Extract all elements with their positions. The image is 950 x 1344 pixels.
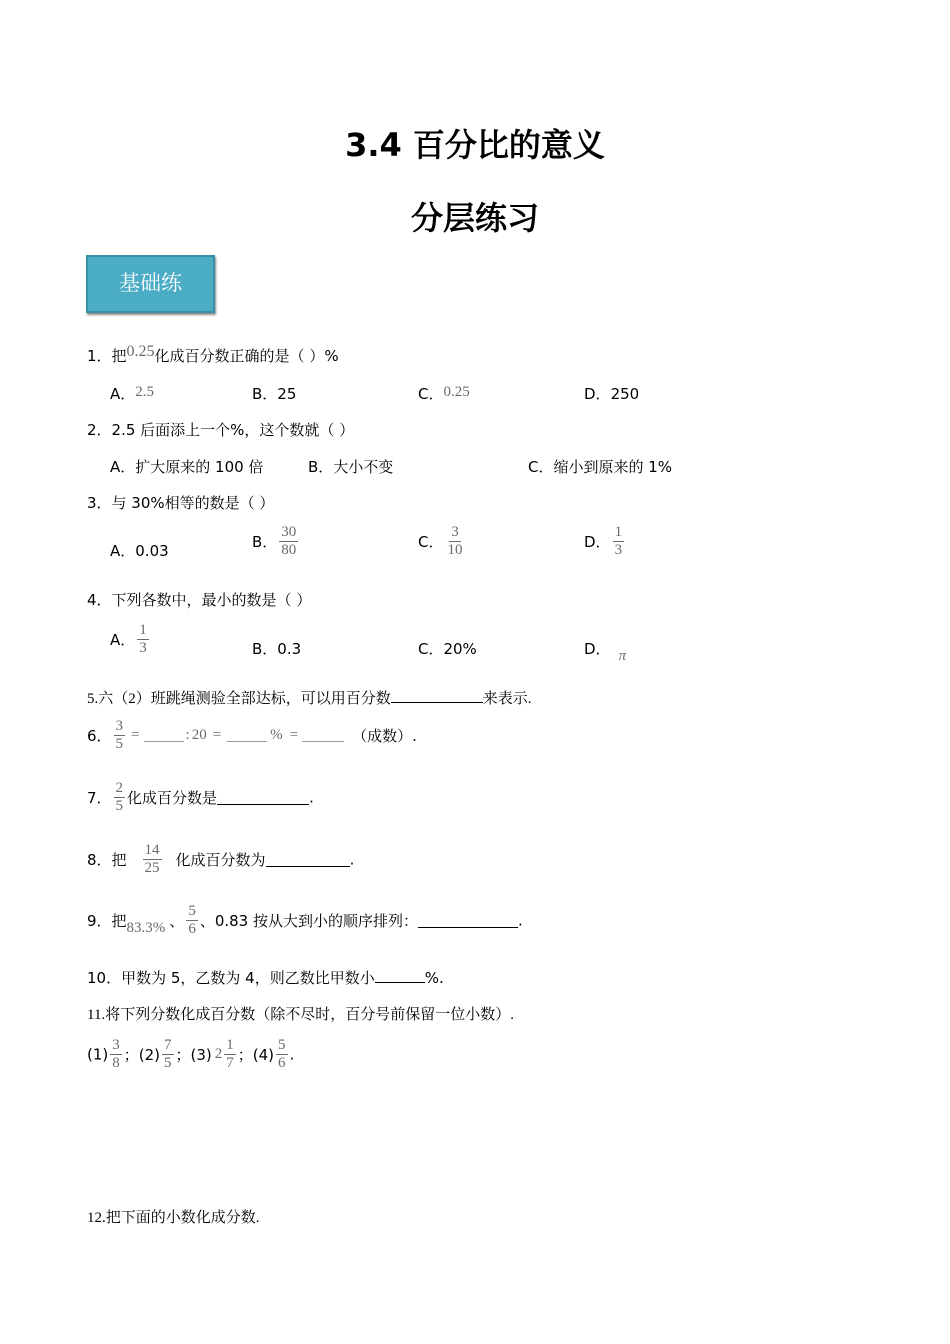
fraction-numerator: 3 [451, 524, 459, 540]
page-subtitle [0, 193, 950, 239]
q1-option-a-value: 2.5 [135, 384, 155, 400]
fraction-numerator: 1 [139, 622, 147, 638]
q9-answer-blank[interactable] [418, 913, 518, 928]
q3-option-c[interactable] [418, 524, 466, 559]
question-10 [87, 967, 444, 988]
q3-option-d[interactable] [584, 524, 626, 559]
q5-answer-blank[interactable] [391, 688, 483, 703]
q6-fraction [114, 718, 126, 753]
q11-item-2-label: ；(2) [123, 1046, 160, 1064]
fraction-numerator: 1 [226, 1037, 234, 1053]
fraction-denominator: 5 [164, 1055, 172, 1071]
q11-items [87, 1037, 294, 1083]
q10-text: 10．甲数为 5，乙数为 4，则乙数比甲数小 [87, 969, 375, 987]
q1-option-c-value: 0.25 [443, 384, 470, 400]
question-11: 11.将下列分数化成百分数（除不尽时，百分号前保留一位小数）. [87, 1007, 514, 1023]
fraction-numerator: 7 [164, 1037, 172, 1053]
q6-blank-2[interactable] [227, 729, 267, 742]
fraction-denominator: 5 [115, 736, 124, 752]
q1-option-b-value: 25 [277, 385, 297, 403]
question-1 [87, 345, 339, 366]
q6-equals-2: = [212, 727, 222, 743]
q4-option-d[interactable] [584, 638, 627, 664]
fraction-denominator: 25 [144, 860, 160, 876]
fraction-denominator: 5 [115, 798, 124, 814]
q11-end: . [289, 1045, 295, 1064]
q9-prefix: 9．把 [87, 912, 127, 930]
q7-fraction [114, 780, 126, 815]
q6-blank-1[interactable] [144, 729, 184, 742]
q4-option-a[interactable] [110, 622, 151, 657]
q7-end: . [309, 788, 314, 807]
q6-equals-1: = [131, 727, 140, 743]
q4-option-a-fraction [137, 622, 149, 657]
q6-prefix: 6． [87, 727, 112, 745]
q11-fraction-4[interactable] [276, 1037, 288, 1072]
q8-end: . [349, 850, 355, 869]
q8-answer-blank[interactable] [266, 852, 350, 867]
q11-item-4-label: ；(4) [237, 1046, 274, 1064]
fraction-numerator: 1 [614, 524, 623, 540]
q2-option-b[interactable]: B．大小不变 [308, 458, 394, 476]
q11-fraction-2[interactable] [162, 1037, 174, 1072]
q4-option-d-label: D． [584, 640, 611, 658]
q11-fraction-3[interactable] [224, 1037, 236, 1072]
q2-options [0, 456, 950, 480]
q1-option-d-label: D． [584, 385, 611, 403]
q11-item-3-label: ；(3) [175, 1046, 212, 1064]
fraction-denominator: 80 [281, 542, 297, 558]
question-7 [87, 780, 314, 824]
question-9 [87, 903, 523, 947]
fraction-numerator: 14 [144, 842, 160, 858]
q4-options [0, 622, 950, 666]
q7-text: 化成百分数是 [127, 789, 218, 807]
q1-option-d[interactable] [584, 383, 639, 404]
fraction-numerator: 30 [281, 524, 297, 540]
q1-option-c[interactable] [418, 383, 470, 404]
fraction-denominator: 8 [112, 1055, 120, 1071]
question-2: 2．2.5 后面添上一个%，这个数就（ ） [87, 421, 355, 439]
page-title [0, 120, 950, 166]
fraction-denominator: 7 [226, 1055, 234, 1071]
q9-fraction [186, 903, 198, 938]
q11-item-1-label: (1) [87, 1045, 109, 1064]
q2-option-c[interactable]: C．缩小到原来的 1% [528, 458, 673, 476]
q5-suffix: 来表示. [482, 691, 532, 707]
q3-option-d-label: D． [584, 533, 611, 551]
fraction-denominator: 3 [614, 542, 623, 558]
q3-option-d-fraction [613, 524, 625, 559]
q1-option-b-label: B． [252, 385, 278, 403]
q3-option-a[interactable]: A．0.03 [110, 542, 169, 560]
fraction-numerator: 5 [278, 1037, 286, 1053]
q4-option-a-label: A． [110, 631, 136, 649]
q6-percent: % [270, 727, 283, 743]
subtitle-text: 分层练习 [410, 199, 539, 237]
fraction-denominator: 3 [139, 640, 147, 656]
q3-option-b-label: B． [252, 533, 278, 551]
q1-option-b[interactable] [252, 383, 296, 404]
q3-option-b-fraction [279, 524, 298, 559]
q6-colon: : [185, 727, 190, 743]
q9-text: 、0.83 按从大到小的顺序排列： [199, 912, 418, 930]
q6-suffix: （成数）. [352, 727, 417, 745]
q3-option-b[interactable] [252, 524, 300, 559]
section-header-box [86, 255, 215, 313]
question-3: 3．与 30%相等的数是（ ） [87, 494, 275, 512]
q10-answer-blank[interactable] [375, 968, 425, 983]
fraction-denominator: 10 [447, 542, 463, 558]
q1-prefix: 1．把 [87, 347, 127, 365]
question-8 [87, 842, 354, 886]
q8-prefix: 8．把 [87, 851, 127, 869]
q7-prefix: 7． [87, 789, 112, 807]
q1-options [0, 383, 950, 407]
fraction-denominator: 6 [188, 921, 196, 937]
q4-option-d-value: π [618, 648, 627, 664]
q1-suffix: 化成百分数正确的是（ ）% [154, 347, 339, 365]
q1-option-d-value: 250 [610, 385, 640, 403]
q11-fraction-1[interactable] [110, 1037, 122, 1072]
question-12: 12.把下面的小数化成分数. [87, 1210, 260, 1226]
q11-mixed-whole: 2 [214, 1046, 223, 1062]
q6-twenty: 20 [191, 727, 207, 743]
fraction-numerator: 3 [112, 1037, 120, 1053]
section-label: 基础练 [119, 271, 182, 295]
q4-option-b[interactable]: B．0.3 [252, 640, 302, 658]
q8-text: 化成百分数为 [175, 851, 266, 869]
q9-end: . [517, 911, 523, 930]
fraction-denominator: 6 [278, 1055, 286, 1071]
q1-value: 0.25 [126, 343, 155, 360]
q3-option-c-fraction [445, 524, 464, 559]
q6-blank-3[interactable] [302, 729, 344, 742]
q1-option-a[interactable] [110, 383, 154, 404]
fraction-numerator: 2 [115, 780, 124, 796]
q7-answer-blank[interactable] [217, 790, 309, 805]
q6-equals-3: = [289, 727, 299, 743]
title-text: 3.4 百分比的意义 [345, 126, 605, 164]
q2-option-a[interactable]: A．扩大原来的 100 倍 [110, 458, 264, 476]
q1-option-a-label: A． [110, 385, 136, 403]
fraction-numerator: 3 [115, 718, 124, 734]
q1-option-c-label: C． [418, 385, 444, 403]
q9-separator: 、 [169, 912, 185, 930]
q9-value-percent: 83.3% [126, 920, 166, 936]
q5-prefix: 5.六（2）班跳绳测验全部达标，可以用百分数 [87, 691, 391, 707]
q8-fraction [143, 842, 162, 877]
fraction-numerator: 5 [188, 903, 196, 919]
question-5 [87, 687, 532, 708]
q4-option-c[interactable]: C．20% [418, 640, 477, 658]
q3-option-c-label: C． [418, 533, 444, 551]
q10-end: %. [424, 969, 444, 987]
q3-options [0, 524, 950, 568]
question-6 [87, 718, 417, 762]
question-4: 4．下列各数中，最小的数是（ ） [87, 591, 312, 609]
